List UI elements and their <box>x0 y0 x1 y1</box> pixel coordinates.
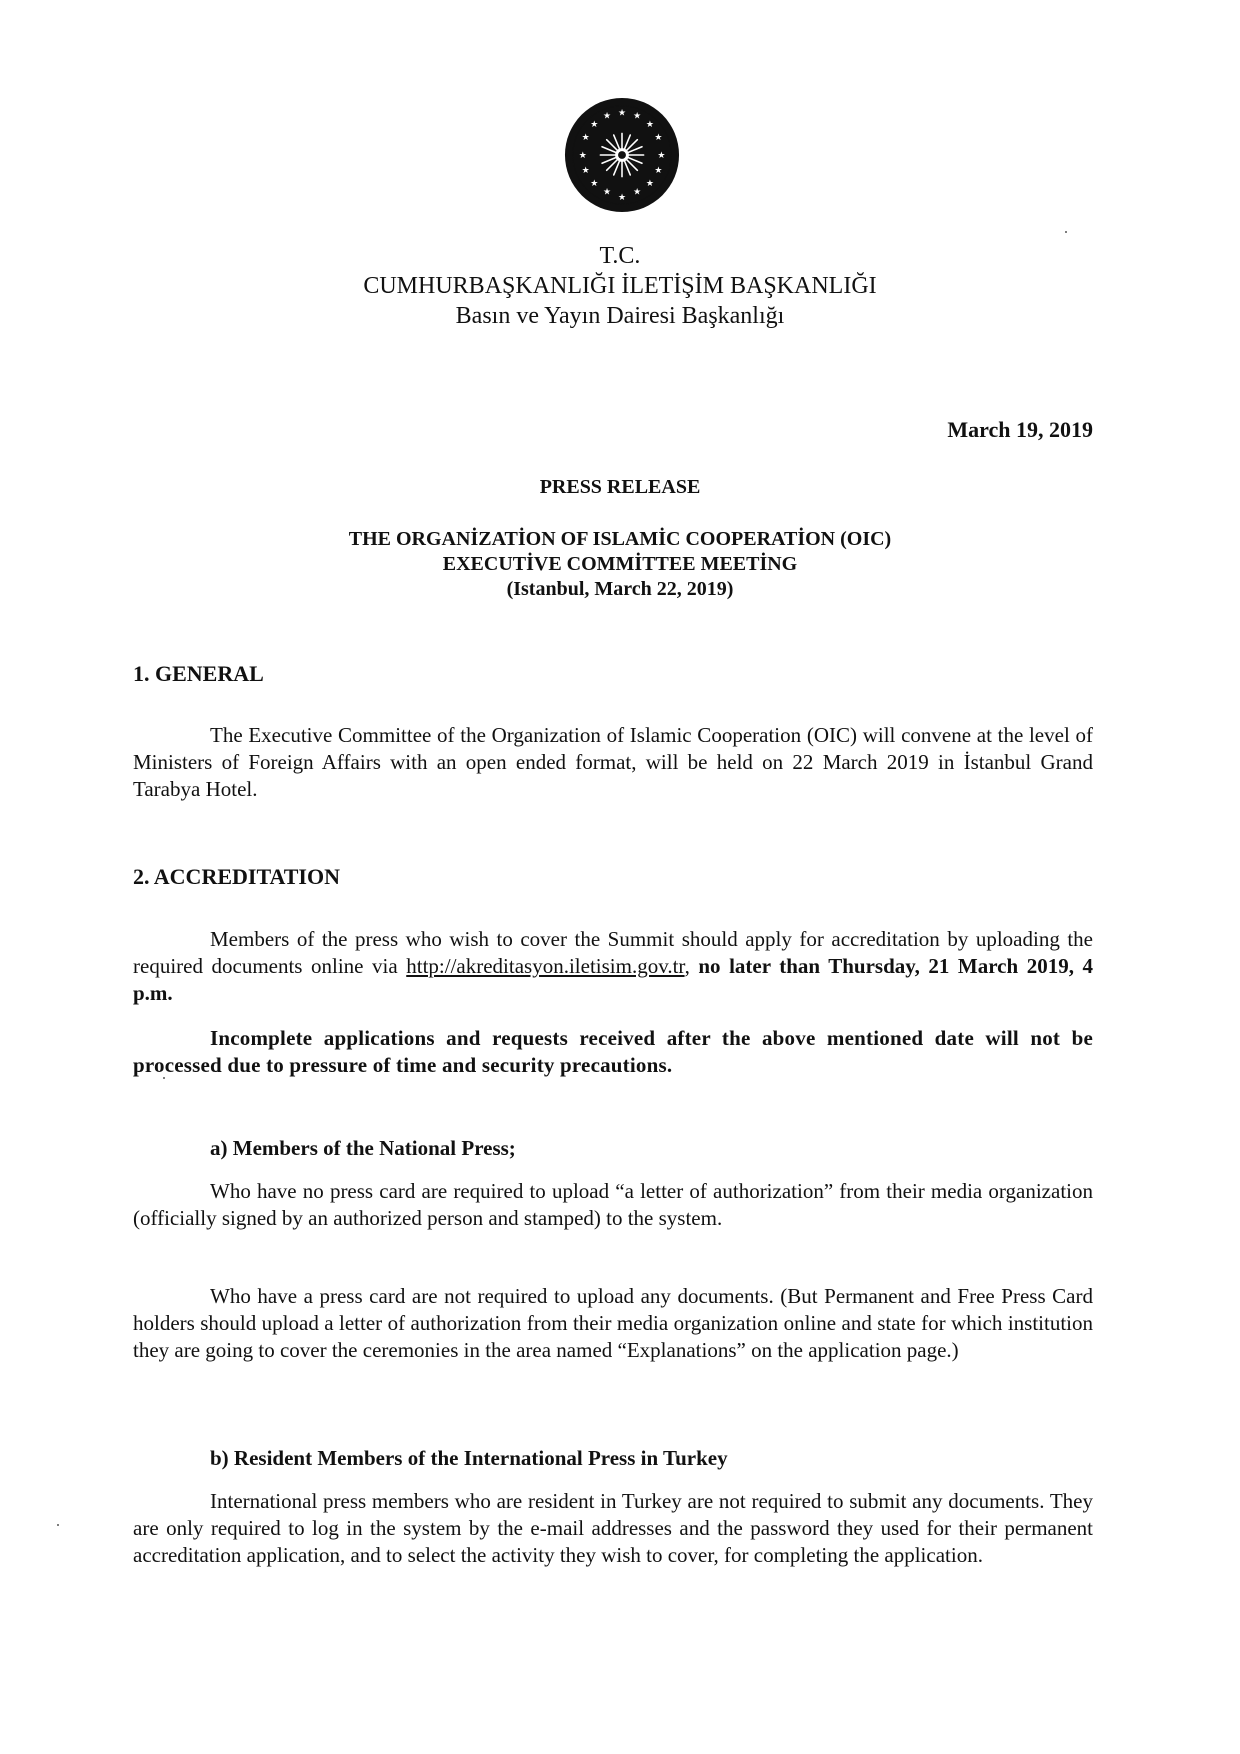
presidential-seal-logo <box>563 96 681 214</box>
intro-text: Members of the press who wish to cover the Summit should apply for accreditation by uploading the required documents online via <box>133 927 1093 978</box>
svg-text:★: ★ <box>602 186 611 197</box>
title-line-1: THE ORGANİZATİON OF ISLAMİC COOPERATİON (OIC) <box>348 528 892 550</box>
svg-text:★: ★ <box>633 110 642 121</box>
sub-b-para-1: International press members who are resident in Turkey are not required to submit any documents. They are only required to log in the system by the e-mail addresses and the password they used for their permanent accreditation application, and to select the activity they wish to cover, for completing the application. <box>133 1489 1093 1567</box>
section-2-heading: 2. ACCREDITATION <box>133 864 340 889</box>
section-2-intro <box>133 926 1093 1007</box>
header-tc: T.C. <box>599 243 641 269</box>
section-1-body: The Executive Committee of the Organization of Islamic Cooperation (OIC) will convene at the level of Ministers of Foreign Affairs with an open ended format, will be held on 22 March 2019 in İstanbul Grand Tarabya Hotel. <box>133 723 1093 801</box>
section-1-heading: 1. GENERAL <box>133 661 264 686</box>
scan-speck <box>163 1077 165 1079</box>
svg-text:★: ★ <box>581 164 590 175</box>
accreditation-link[interactable]: http://akreditasyon.iletisim.gov.tr <box>406 954 685 978</box>
sub-a-heading: a) Members of the National Press; <box>210 1136 516 1160</box>
doc-type-heading: PRESS RELEASE <box>539 476 701 498</box>
header-department: Basın ve Yayın Dairesi Başkanlığı <box>455 303 785 329</box>
scan-speck <box>57 1524 59 1526</box>
svg-text:★: ★ <box>590 119 599 130</box>
svg-text:★: ★ <box>633 186 642 197</box>
sub-b-heading: b) Resident Members of the International Press in Turkey <box>210 1446 728 1470</box>
svg-text:★: ★ <box>618 107 626 118</box>
sub-a-para-1: Who have no press card are required to upload “a letter of authorization” from their media organization (officially signed by an authorized person and stamped) to the system. <box>133 1179 1093 1230</box>
svg-text:★: ★ <box>645 177 654 188</box>
release-date: March 19, 2019 <box>947 417 1093 442</box>
svg-text:★: ★ <box>581 131 590 142</box>
svg-text:★: ★ <box>654 131 663 142</box>
svg-text:★: ★ <box>645 119 654 130</box>
svg-text:★: ★ <box>578 149 587 160</box>
svg-text:★: ★ <box>654 164 663 175</box>
section-2-warning: Incomplete applications and requests received after the above mentioned date will not be processed due to pressure of time and security precautions. <box>133 1026 1093 1077</box>
svg-text:★: ★ <box>590 177 599 188</box>
deadline-text: no later than Thursday, 21 March 2019, 4 p.m. <box>133 954 1093 1005</box>
sun-emblem-icon <box>600 133 643 176</box>
title-line-3: (Istanbul, March 22, 2019) <box>506 578 734 600</box>
header-directorate: CUMHURBAŞKANLIĞI İLETİŞİM BAŞKANLIĞI <box>363 273 877 299</box>
sub-a-para-2: Who have a press card are not required to upload any documents. (But Permanent and Free Press Card holders should upload a letter of authorization from their media organization online and state for which institution they are going to cover the ceremonies in the area named “Explanations” on the application page.) <box>133 1284 1093 1362</box>
svg-text:★: ★ <box>618 192 626 203</box>
scan-speck <box>1065 231 1067 233</box>
title-line-2: EXECUTİVE COMMİTTEE MEETİNG <box>442 553 798 575</box>
svg-text:★: ★ <box>602 110 611 121</box>
intro-comma: , <box>684 954 690 978</box>
svg-text:★: ★ <box>657 149 666 160</box>
